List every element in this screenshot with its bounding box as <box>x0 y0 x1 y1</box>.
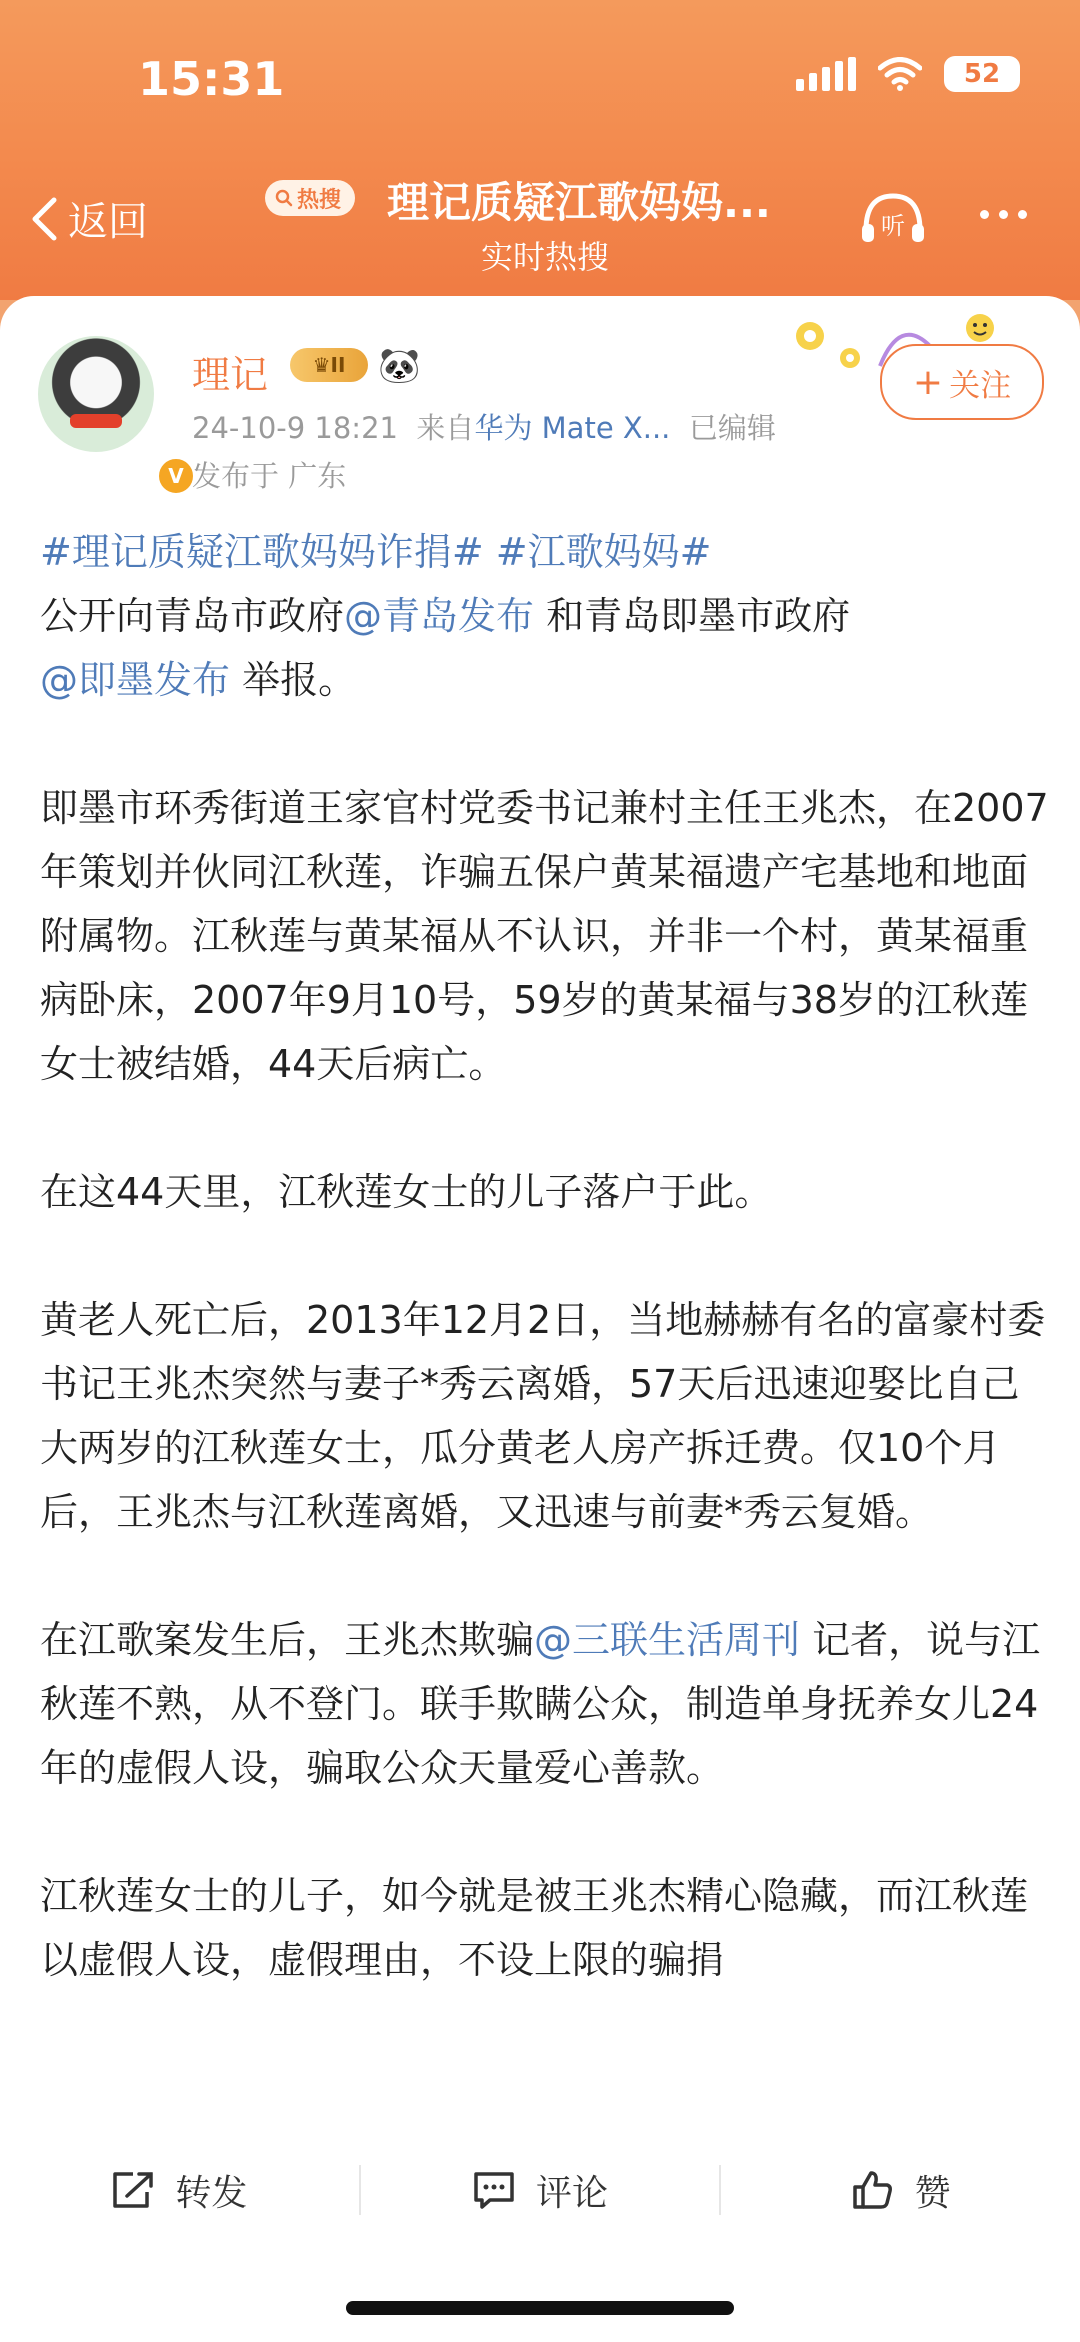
post-body <box>40 520 1050 2056</box>
post-paragraph: 江秋莲女士的儿子，如今就是被王兆杰精心隐藏，而江秋莲以虚假人设，虚假理由，不设上限的骗捐 <box>40 1874 1029 1982</box>
chevron-left-icon <box>30 196 58 242</box>
thumbs-up-icon <box>851 2169 895 2211</box>
post-location: 发布于 广东 <box>192 459 347 493</box>
comment-button[interactable] <box>361 2165 720 2216</box>
content-fade <box>0 2080 1080 2140</box>
post-paragraph: 黄老人死亡后，2013年12月2日，当地赫赫有名的富豪村委书记王兆杰突然与妻子*秀云离婚，57天后迅速迎娶比自己大两岁的江秋莲女士，瓜分黄老人房产拆迁费。仅10个月后，王兆杰与江秋莲离婚，又迅速与前妻*秀云复婚。 <box>40 1298 1046 1534</box>
status-time: 15:31 <box>138 52 285 106</box>
text-span: 举报。 <box>242 658 357 702</box>
back-button[interactable] <box>30 190 148 247</box>
mention-link[interactable]: @三联生活周刊 <box>534 1618 801 1662</box>
listen-button[interactable] <box>858 190 928 250</box>
source-prefix: 来自 <box>416 411 475 445</box>
crown-badge-icon: ♛ II <box>290 348 368 382</box>
hot-search-badge <box>265 180 355 216</box>
wifi-icon <box>878 57 922 91</box>
repost-label: 转发 <box>175 2172 248 2214</box>
search-icon <box>275 189 293 207</box>
comment-label: 评论 <box>536 2172 609 2214</box>
headphones-icon <box>858 190 928 246</box>
page-subtitle: 实时热搜 <box>480 238 609 276</box>
status-icons <box>796 56 1020 92</box>
post-paragraph <box>40 520 1050 712</box>
plus-icon: + <box>912 361 944 403</box>
text-span: 公开向青岛市政府 <box>40 594 345 638</box>
text-span: 和青岛即墨市政府 <box>546 594 851 638</box>
comment-icon <box>472 2170 516 2210</box>
more-options-icon[interactable] <box>980 210 1027 219</box>
post-paragraph: 即墨市环秀街道王家官村党委书记兼村主任王兆杰，在2007年策划并伙同江秋莲，诈骗五保户黄某福遗产宅基地和地面附属物。江秋莲与黄某福从不认识，并非一个村，黄某福重病卧床，2007年9月10号，59岁的黄某福与38岁的江秋莲女士被结婚，44天后病亡。 <box>40 786 1049 1086</box>
post-paragraph <box>40 1608 1050 1800</box>
action-bar <box>0 2140 1080 2240</box>
hashtag-link[interactable]: #江歌妈妈# <box>495 530 712 574</box>
like-label: 赞 <box>914 2172 951 2214</box>
battery-indicator: 52 <box>944 56 1020 92</box>
repost-button[interactable] <box>0 2165 359 2216</box>
source-device[interactable]: 华为 Mate X... <box>474 411 671 445</box>
post-timestamp: 24-10-9 18:21 <box>192 411 398 445</box>
verified-icon: V <box>156 456 196 496</box>
page-title: 理记质疑江歌妈妈... <box>387 178 771 227</box>
like-button[interactable] <box>721 2165 1080 2216</box>
back-label: 返回 <box>68 199 148 245</box>
follow-label: 关注 <box>949 367 1012 404</box>
home-indicator <box>346 2301 734 2315</box>
listen-label: 听 <box>881 212 905 240</box>
badge-level: II <box>330 353 346 377</box>
text-span: 记者，说与江秋莲不熟，从不登门。联手欺瞒公众，制造单身抚养女儿24年的虚假人设，骗取公众天量爱心善款。 <box>40 1618 1041 1790</box>
signal-icon <box>796 57 856 91</box>
post-card <box>0 296 1080 2342</box>
share-icon <box>111 2170 155 2210</box>
panda-icon: 🐼 <box>378 346 421 386</box>
text-span: 在江歌案发生后，王兆杰欺骗 <box>40 1618 535 1662</box>
hashtag-link[interactable]: #理记质疑江歌妈妈诈捐# <box>40 530 484 574</box>
edited-label[interactable]: 已编辑 <box>688 411 776 445</box>
avatar[interactable] <box>38 336 184 488</box>
follow-button[interactable] <box>880 344 1044 420</box>
mention-link[interactable]: @即墨发布 <box>40 658 231 702</box>
username[interactable]: 理记 <box>192 353 269 397</box>
mention-link[interactable]: @青岛发布 <box>344 594 535 638</box>
post-paragraph: 在这44天里，江秋莲女士的儿子落户于此。 <box>40 1170 773 1214</box>
post-meta <box>192 406 776 447</box>
hot-badge-label: 热搜 <box>297 187 342 213</box>
